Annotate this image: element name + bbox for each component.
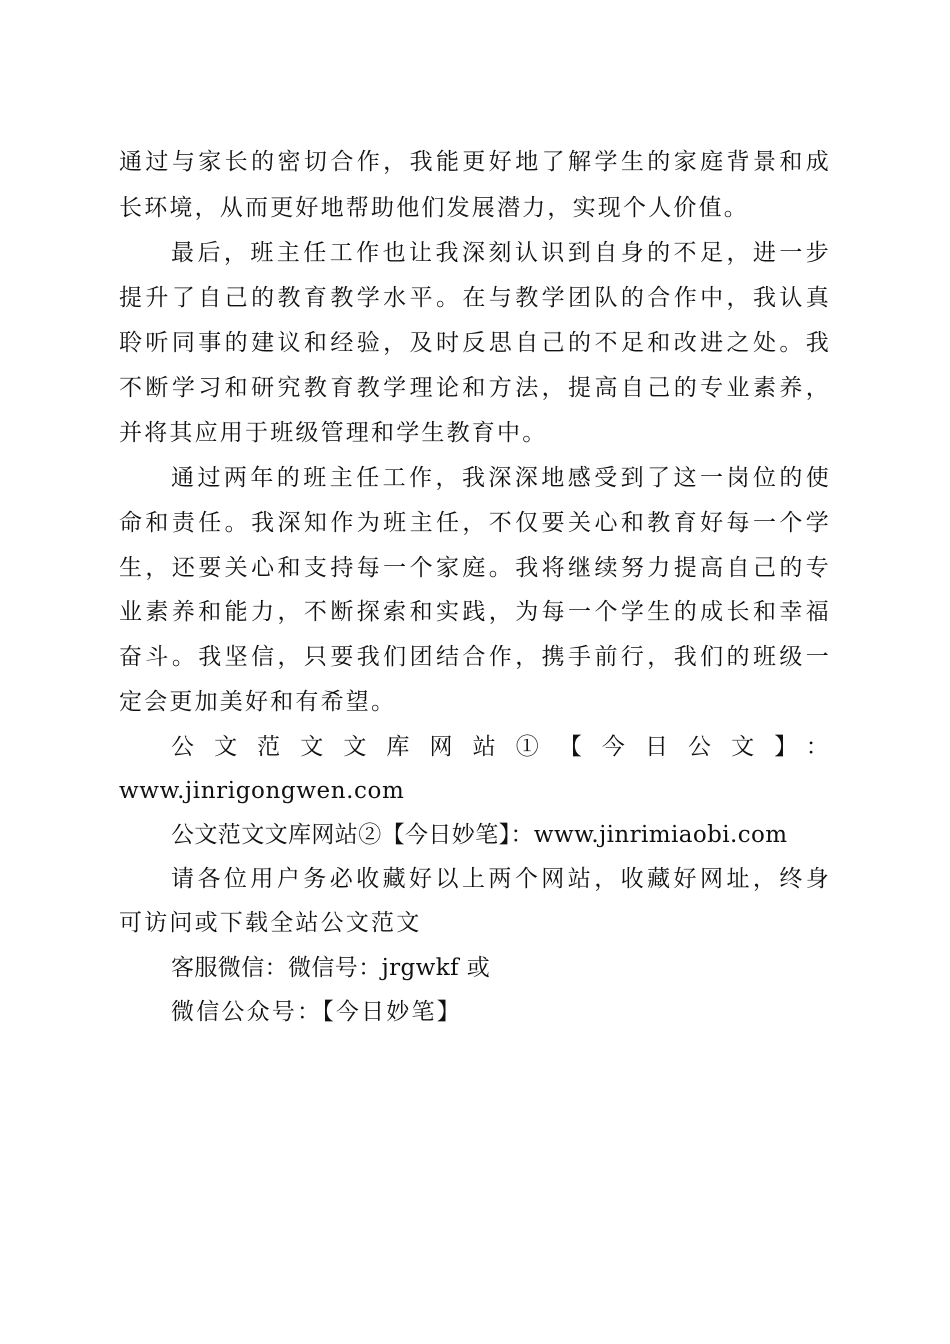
paragraph-2-line-2: 提升了自己的教育教学水平。在与教学团队的合作中，我认真 [119, 285, 831, 311]
paragraph-3-line-3: 生，还要关心和支持每一个家庭。我将继续努力提高自己的专 [119, 555, 831, 581]
paragraph-3-line-2: 命和责任。我深知作为班主任，不仅要关心和教育好每一个学 [119, 510, 831, 536]
notice-line-2: 可访问或下载全站公文范文 [119, 910, 422, 936]
paragraph-3-line-1: 通过两年的班主任工作，我深深地感受到了这一岗位的使 [171, 465, 831, 491]
paragraph-2-line-3: 聆听同事的建议和经验，及时反思自己的不足和改进之处。我 [119, 330, 831, 356]
site-1-url[interactable]: www.jinrigongwen.com [119, 778, 405, 804]
paragraph-3-line-6: 定会更加美好和有希望。 [119, 689, 397, 715]
wechat-service: 客服微信：微信号：jrgwkf 或 [171, 955, 491, 981]
paragraph-3-line-4: 业素养和能力，不断探索和实践，为每一个学生的成长和幸福 [119, 599, 831, 625]
paragraph-2-line-1: 最后，班主任工作也让我深刻认识到自身的不足，进一步 [171, 240, 831, 266]
paragraph-2-line-5: 并将其应用于班级管理和学生教育中。 [119, 420, 548, 446]
paragraph-2-line-4: 不断学习和研究教育教学理论和方法，提高自己的专业素养， [119, 375, 831, 401]
wechat-public-account: 微信公众号：【今日妙笔】 [171, 999, 462, 1025]
paragraph-1-line-1: 通过与家长的密切合作，我能更好地了解学生的家庭背景和成 [119, 149, 831, 175]
site-2-line[interactable]: 公文范文文库网站②【今日妙笔】：www.jinrimiaobi.com [171, 822, 788, 848]
paragraph-1-line-2: 长环境，从而更好地帮助他们发展潜力，实现个人价值。 [119, 195, 749, 221]
site-1-title: 公文范文文库网站①【今日公文】： [171, 734, 831, 760]
paragraph-3-line-5: 奋斗。我坚信，只要我们团结合作，携手前行，我们的班级一 [119, 644, 831, 670]
notice-line-1: 请各位用户务必收藏好以上两个网站，收藏好网址，终身 [171, 866, 831, 892]
